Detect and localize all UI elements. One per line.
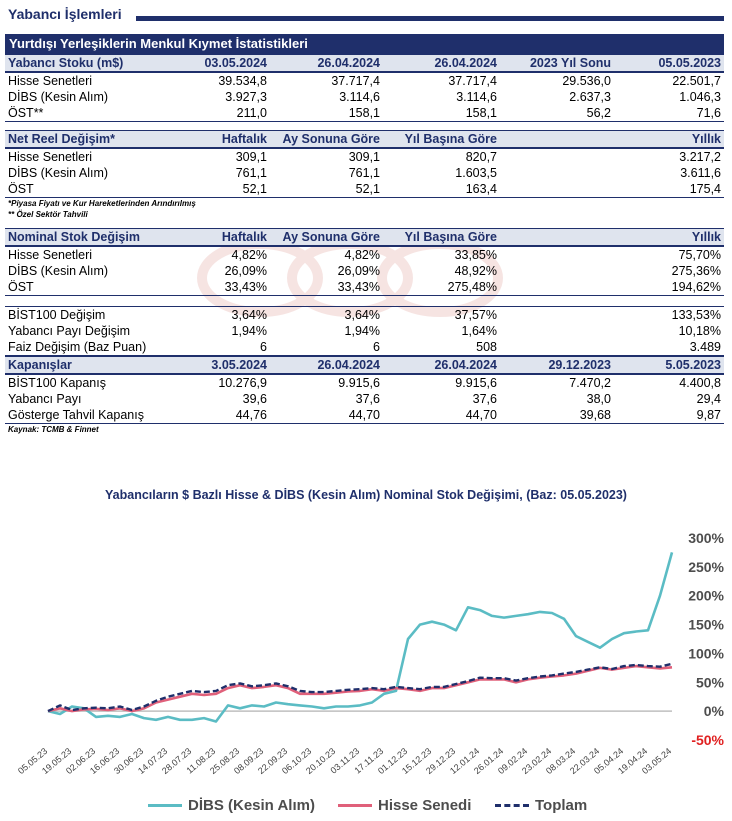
row-label: BİST100 Kapanış [8, 376, 106, 390]
cell [500, 307, 614, 324]
spacer [5, 296, 724, 306]
table-row [5, 374, 724, 391]
cell: 158,1 [270, 105, 383, 122]
cell: 10,18% [678, 324, 721, 338]
y-tick-label: 100% [688, 645, 724, 662]
cell: 3.114,6 [339, 90, 380, 104]
cell: 33,43% [195, 279, 270, 296]
cell [500, 279, 614, 296]
x-tick-label: 19.05.23 [40, 745, 74, 777]
cell: 9,87 [614, 407, 724, 424]
cell: 9.915,6 [455, 376, 497, 390]
table-row [5, 105, 724, 122]
cell: 4,82% [231, 248, 267, 262]
x-tick-label: 01.12.23 [376, 745, 410, 777]
nominal-header-row [5, 229, 724, 247]
cell: 33,85% [454, 248, 497, 262]
nominal-header-col4 [500, 229, 614, 247]
row-label: Gösterge Tahvil Kapanış [5, 407, 195, 424]
cell: 3.217,2 [679, 150, 721, 164]
x-tick-label: 22.09.23 [256, 745, 290, 777]
table-row [5, 391, 724, 407]
x-tick-label: 08.09.23 [232, 745, 266, 777]
x-tick-label: 22.03.24 [568, 745, 602, 777]
y-tick-label: 300% [688, 530, 724, 546]
net-real-table [5, 130, 724, 198]
x-tick-label: 06.10.23 [280, 745, 314, 777]
cell: 1,94% [344, 324, 380, 338]
closing-table [5, 356, 724, 424]
x-tick-label: 20.10.23 [304, 745, 338, 777]
cell: 26,09% [337, 264, 380, 278]
legend-line-hisse [338, 804, 372, 807]
source-note: Kaynak: TCMB & Finnet [8, 425, 99, 434]
x-tick-label: 17.11.23 [352, 745, 386, 776]
cell: 6 [270, 339, 383, 356]
cell: 309,1 [348, 150, 380, 164]
stock-header-label: Yabancı Stoku (m$) [5, 55, 195, 73]
y-tick-label: 0% [703, 703, 724, 720]
cell: 29.536,0 [562, 74, 611, 88]
cell: 44,70 [383, 407, 500, 424]
closing-header-col1: 3.05.2024 [195, 357, 270, 375]
y-tick-label: 250% [688, 558, 724, 575]
x-tick-label: 28.07.23 [160, 745, 194, 777]
header-rule [136, 16, 724, 21]
net-real-header-col1: Haftalık [195, 131, 270, 149]
row-label: Hisse Senetleri [8, 150, 93, 164]
table-row [5, 181, 724, 198]
stock-header-col5: 05.05.2023 [614, 55, 724, 73]
x-tick-label: 26.01.24 [472, 745, 506, 777]
net-real-header-col5: Yıllık [614, 131, 724, 149]
x-tick-label: 02.06.23 [64, 745, 98, 777]
cell: 3.611,6 [680, 166, 721, 180]
cell: 275,48% [383, 279, 500, 296]
y-tick-label: 150% [688, 616, 724, 633]
cell: 820,7 [465, 150, 497, 164]
stock-header-col1: 03.05.2024 [195, 55, 270, 73]
cell: 38,0 [586, 392, 611, 406]
stock-table [5, 54, 724, 122]
cell: 37,6 [472, 392, 497, 406]
footnote-1: *Piyasa Fiyatı ve Kur Hareketlerinden Arındırılmış [8, 199, 196, 208]
cell [500, 339, 614, 356]
statistics-panel [5, 34, 724, 435]
x-tick-label: 16.06.23 [88, 745, 122, 777]
x-tick-label: 12.01.24 [448, 745, 482, 777]
net-real-header-col4 [500, 131, 614, 149]
row-label: BİST100 Değişim [8, 308, 106, 322]
row-label: Faiz Değişim (Baz Puan) [5, 339, 195, 356]
legend-label-toplam: Toplam [535, 796, 588, 814]
y-tick-label: -50% [691, 732, 724, 748]
table-row [5, 165, 724, 181]
cell: 1,64% [461, 324, 497, 338]
dibs-series-line [48, 552, 672, 721]
cell: 1.046,3 [679, 90, 721, 104]
legend-line-toplam [495, 804, 529, 807]
closing-header-col4: 29.12.2023 [500, 357, 614, 375]
cell: 37,57% [454, 308, 497, 322]
nominal-table [5, 228, 724, 296]
table-row [5, 246, 724, 263]
x-tick-label: 25.08.23 [208, 745, 242, 777]
cell: 33,43% [270, 279, 383, 296]
page-header [8, 4, 724, 26]
cell: 39.534,8 [218, 74, 267, 88]
cell: 309,1 [235, 150, 267, 164]
cell [500, 181, 614, 198]
row-label: ÖST** [5, 105, 195, 122]
chart-svg [0, 480, 732, 821]
cell: 3,64% [231, 308, 267, 322]
footnote-2: ** Özel Sektör Tahvili [8, 210, 88, 219]
cell [500, 165, 614, 181]
cell: 4.400,8 [679, 376, 721, 390]
page-title: Yabancı İşlemleri [8, 6, 122, 22]
cell: 44,76 [195, 407, 270, 424]
cell: 39,6 [242, 392, 267, 406]
closing-header-col3: 26.04.2024 [383, 357, 500, 375]
table-row [5, 148, 724, 165]
cell: 3.927,3 [225, 90, 267, 104]
cell: 37,6 [355, 392, 380, 406]
cell: 163,4 [383, 181, 500, 198]
x-tick-label: 29.12.23 [424, 745, 458, 777]
stock-header-row [5, 55, 724, 73]
cell: 29,4 [696, 392, 721, 406]
row-label: DİBS (Kesin Alım) [8, 166, 109, 180]
closing-header-col2: 26.04.2024 [270, 357, 383, 375]
table-row [5, 279, 724, 296]
cell: 133,53% [671, 308, 721, 322]
cell [500, 323, 614, 339]
cell: 71,6 [614, 105, 724, 122]
cell: 1.603,5 [455, 166, 497, 180]
closing-header-row [5, 357, 724, 375]
x-tick-label: 03.11.23 [328, 745, 362, 776]
nominal-header-col1: Haftalık [195, 229, 270, 247]
cell: 52,1 [270, 181, 383, 198]
cell: 275,36% [671, 264, 721, 278]
legend-item-hisse [338, 794, 471, 816]
table-row [5, 89, 724, 105]
net-real-header-col3: Yıl Başına Göre [383, 131, 500, 149]
cell: 1,94% [231, 324, 267, 338]
x-tick-label: 05.05.23 [16, 745, 50, 777]
nominal-header-col5: Yıllık [614, 229, 724, 247]
closing-header-col5: 5.05.2023 [614, 357, 724, 375]
cell: 158,1 [383, 105, 500, 122]
cell: 175,4 [614, 181, 724, 198]
statistics-main-title: Yurtdışı Yerleşiklerin Menkul Kıymet İstatistikleri [5, 34, 724, 54]
table-row [5, 323, 724, 339]
nominal-header-col2: Ay Sonuna Göre [270, 229, 383, 247]
legend-label-hisse: Hisse Senedi [378, 796, 472, 814]
table-row [5, 307, 724, 324]
row-label: ÖST [5, 181, 195, 198]
table-row [5, 339, 724, 356]
net-real-header-label: Net Reel Değişim* [5, 131, 195, 149]
spacer [5, 220, 724, 228]
spacer [5, 122, 724, 130]
closing-header-label: Kapanışlar [5, 357, 195, 375]
legend-line-dibs [148, 804, 182, 807]
cell: 6 [195, 339, 270, 356]
row-label: DİBS (Kesin Alım) [8, 264, 109, 278]
legend-item-dibs [148, 794, 315, 816]
table-row [5, 263, 724, 279]
row-label: DİBS (Kesin Alım) [8, 90, 109, 104]
row-label: Hisse Senetleri [8, 248, 93, 262]
cell: 7.470,2 [569, 376, 611, 390]
stock-header-col3: 26.04.2024 [383, 55, 500, 73]
table-row [5, 407, 724, 424]
cell: 4,82% [344, 248, 380, 262]
row-label: Yabancı Payı [8, 392, 82, 406]
cell: 48,92% [454, 264, 497, 278]
x-tick-label: 03.05.24 [640, 745, 674, 777]
legend-label-dibs: DİBS (Kesin Alım) [188, 796, 315, 814]
cell: 2.637,3 [569, 90, 611, 104]
cell [500, 263, 614, 279]
table-row [5, 72, 724, 89]
cell: 37.717,4 [448, 74, 497, 88]
stock-change-chart [0, 480, 732, 821]
cell [500, 246, 614, 263]
stock-header-col2: 26.04.2024 [270, 55, 383, 73]
cell: 44,70 [270, 407, 383, 424]
cell: 508 [383, 339, 500, 356]
x-tick-label: 19.04.24 [616, 745, 650, 777]
cell: 37.717,4 [331, 74, 380, 88]
chart-title: Yabancıların $ Bazlı Hisse & DİBS (Kesin Alım) Nominal Stok Değişimi, (Baz: 05.05.2023) [105, 488, 627, 502]
bist-table [5, 306, 724, 356]
row-label: ÖST [5, 279, 195, 296]
row-label: Hisse Senetleri [8, 74, 93, 88]
x-tick-label: 14.07.23 [136, 745, 170, 777]
legend-item-toplam [495, 794, 587, 816]
toplam-series-line [48, 664, 672, 711]
cell: 26,09% [224, 264, 267, 278]
cell: 56,2 [500, 105, 614, 122]
nominal-header-col3: Yıl Başına Göre [383, 229, 500, 247]
cell: 9.915,6 [338, 376, 380, 390]
net-real-header-col2: Ay Sonuna Göre [270, 131, 383, 149]
x-tick-label: 23.02.24 [520, 745, 554, 777]
cell: 211,0 [195, 105, 270, 122]
x-tick-label: 30.06.23 [112, 745, 146, 777]
row-label: Yabancı Payı Değişim [8, 324, 131, 338]
cell: 22.501,7 [672, 74, 721, 88]
cell: 39,68 [500, 407, 614, 424]
cell: 3.489 [614, 339, 724, 356]
y-tick-label: 200% [688, 587, 724, 604]
cell: 52,1 [195, 181, 270, 198]
cell: 3,64% [344, 308, 380, 322]
cell: 10.276,9 [218, 376, 267, 390]
y-tick-label: 50% [695, 674, 724, 691]
cell: 3.114,6 [456, 90, 497, 104]
cell: 761,1 [348, 166, 380, 180]
cell [500, 148, 614, 165]
x-tick-label: 15.12.23 [400, 745, 434, 777]
nominal-header-label: Nominal Stok Değişim [5, 229, 195, 247]
stock-header-col4: 2023 Yıl Sonu [500, 55, 614, 73]
x-tick-label: 05.04.24 [592, 745, 626, 777]
net-real-header-row [5, 131, 724, 149]
cell: 761,1 [235, 166, 267, 180]
cell: 194,62% [614, 279, 724, 296]
chart-legend [0, 794, 732, 816]
cell: 75,70% [678, 248, 721, 262]
x-tick-label: 09.02.24 [496, 745, 530, 777]
x-tick-label: 11.08.23 [184, 745, 218, 776]
x-tick-label: 08.03.24 [544, 745, 578, 777]
